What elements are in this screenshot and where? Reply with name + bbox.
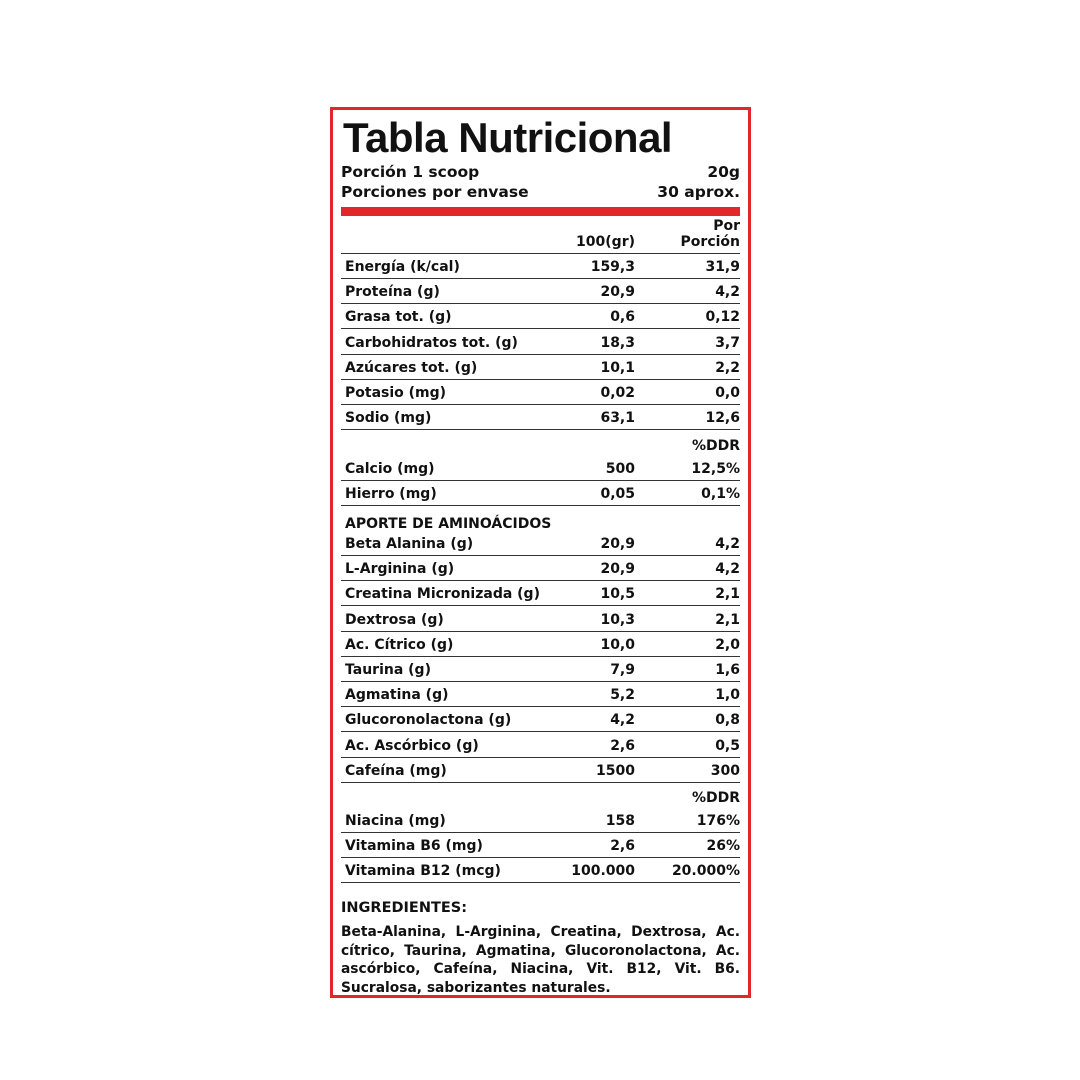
servings-value: 30 aprox. xyxy=(657,183,740,201)
table-row xyxy=(341,858,740,883)
ingredients-title: INGREDIENTES: xyxy=(341,900,468,916)
table-row xyxy=(341,556,740,581)
row-value-per100: 158 xyxy=(605,813,635,829)
row-value-perportion: 12,6 xyxy=(705,410,740,427)
row-value-per100: 10,1 xyxy=(600,359,635,376)
row-value-perportion: 0,12 xyxy=(705,309,740,326)
label-title: Tabla Nutricional xyxy=(343,114,673,161)
row-value-per100: 1500 xyxy=(596,762,635,779)
row-name: Calcio (mg) xyxy=(345,461,435,477)
row-name: Potasio (mg) xyxy=(345,385,447,401)
row-value-per100: 63,1 xyxy=(600,410,635,427)
row-value-perportion: 4,2 xyxy=(715,536,740,552)
row-value-per100: 2,6 xyxy=(610,838,635,855)
row-name: Taurina (g) xyxy=(345,662,431,678)
col-header-per100: 100(gr) xyxy=(576,234,635,250)
row-value-per100: 0,02 xyxy=(600,385,635,401)
row-value-perportion: 2,1 xyxy=(715,611,740,628)
row-name: Sodio (mg) xyxy=(345,410,432,427)
row-value-perportion: 1,0 xyxy=(715,687,740,704)
ddr-label-minerals: %DDR xyxy=(691,438,740,454)
row-value-perportion: 0,1% xyxy=(701,486,740,503)
table-row xyxy=(341,707,740,732)
ddr-label-vitamins: %DDR xyxy=(691,790,740,806)
col-header-perportion-line1: Por xyxy=(713,218,740,234)
table-row xyxy=(341,531,740,556)
row-name: Azúcares tot. (g) xyxy=(345,359,478,376)
table-row xyxy=(341,733,740,758)
nutrition-label xyxy=(330,107,751,998)
table-row xyxy=(341,481,740,506)
table-row xyxy=(341,254,740,279)
row-name: Hierro (mg) xyxy=(345,486,437,503)
row-name: Grasa tot. (g) xyxy=(345,309,452,326)
row-name: Proteína (g) xyxy=(345,284,440,301)
row-value-per100: 2,6 xyxy=(610,737,635,754)
row-value-perportion: 2,0 xyxy=(715,636,740,653)
row-name: Creatina Micronizada (g) xyxy=(345,586,540,603)
row-value-per100: 5,2 xyxy=(610,687,635,704)
row-value-per100: 0,05 xyxy=(600,486,635,503)
row-value-per100: 500 xyxy=(605,461,635,477)
row-name: L-Arginina (g) xyxy=(345,561,455,578)
table-row xyxy=(341,607,740,632)
table-row xyxy=(341,833,740,858)
row-value-perportion: 31,9 xyxy=(705,259,740,275)
table-row xyxy=(341,456,740,481)
header-divider xyxy=(341,207,740,216)
col-header-perportion xyxy=(681,218,740,250)
row-value-perportion: 26% xyxy=(706,838,740,855)
portion-row xyxy=(341,162,740,182)
ingredients-text: Beta-Alanina, L-Arginina, Creatina, Dextrosa, Ac. cítrico, Taurina, Agmatina, Glucoronolactona, Ac. ascórbico, Cafeína, Niacina, Vit. B12, Vit. B6. Sucralosa, saborizantes naturales. xyxy=(341,924,740,996)
row-name: Beta Alanina (g) xyxy=(345,536,474,552)
row-name: Vitamina B12 (mcg) xyxy=(345,863,501,880)
row-name: Niacina (mg) xyxy=(345,813,446,829)
table-row xyxy=(341,279,740,304)
table-row xyxy=(341,304,740,329)
row-value-perportion: 4,2 xyxy=(715,561,740,578)
table-row xyxy=(341,581,740,606)
table-row xyxy=(341,657,740,682)
row-value-perportion: 0,8 xyxy=(715,712,740,729)
row-value-per100: 20,9 xyxy=(600,561,635,578)
row-value-per100: 7,9 xyxy=(610,662,635,678)
row-value-perportion: 176% xyxy=(696,813,740,829)
row-value-perportion: 300 xyxy=(710,762,740,779)
row-name: Carbohidratos tot. (g) xyxy=(345,334,518,351)
row-value-perportion: 0,0 xyxy=(715,385,740,401)
row-value-per100: 100.000 xyxy=(571,863,635,880)
row-value-perportion: 2,2 xyxy=(715,359,740,376)
col-header-perportion-line2: Porción xyxy=(680,234,740,250)
servings-row xyxy=(341,182,740,202)
row-name: Energía (k/cal) xyxy=(345,259,460,275)
table-row xyxy=(341,758,740,783)
row-value-per100: 159,3 xyxy=(590,259,635,275)
row-value-per100: 10,3 xyxy=(600,611,635,628)
table-row xyxy=(341,682,740,707)
row-value-perportion: 3,7 xyxy=(715,334,740,351)
row-value-perportion: 1,6 xyxy=(715,662,740,678)
table-row xyxy=(341,380,740,405)
table-row xyxy=(341,355,740,380)
portion-label: Porción 1 scoop xyxy=(341,163,480,181)
row-name: Agmatina (g) xyxy=(345,687,449,704)
row-value-per100: 4,2 xyxy=(610,712,635,729)
servings-label: Porciones por envase xyxy=(341,183,529,201)
portion-value: 20g xyxy=(707,163,740,181)
table-row xyxy=(341,808,740,833)
row-name: Ac. Ascórbico (g) xyxy=(345,737,479,754)
row-name: Glucoronolactona (g) xyxy=(345,712,512,729)
row-value-per100: 10,5 xyxy=(600,586,635,603)
row-name: Vitamina B6 (mg) xyxy=(345,838,483,855)
row-value-perportion: 12,5% xyxy=(691,461,740,477)
row-value-perportion: 20.000% xyxy=(671,863,740,880)
table-row xyxy=(341,405,740,430)
table-row xyxy=(341,632,740,657)
row-value-per100: 20,9 xyxy=(600,284,635,301)
row-name: Ac. Cítrico (g) xyxy=(345,636,454,653)
row-value-perportion: 4,2 xyxy=(715,284,740,301)
row-name: Cafeína (mg) xyxy=(345,762,447,779)
row-value-per100: 18,3 xyxy=(600,334,635,351)
row-value-perportion: 0,5 xyxy=(715,737,740,754)
row-name: Dextrosa (g) xyxy=(345,611,444,628)
row-value-per100: 0,6 xyxy=(610,309,635,326)
row-value-per100: 10,0 xyxy=(600,636,635,653)
row-value-perportion: 2,1 xyxy=(715,586,740,603)
amino-heading: APORTE DE AMINOÁCIDOS xyxy=(345,516,552,532)
table-row xyxy=(341,330,740,355)
row-value-per100: 20,9 xyxy=(600,536,635,552)
